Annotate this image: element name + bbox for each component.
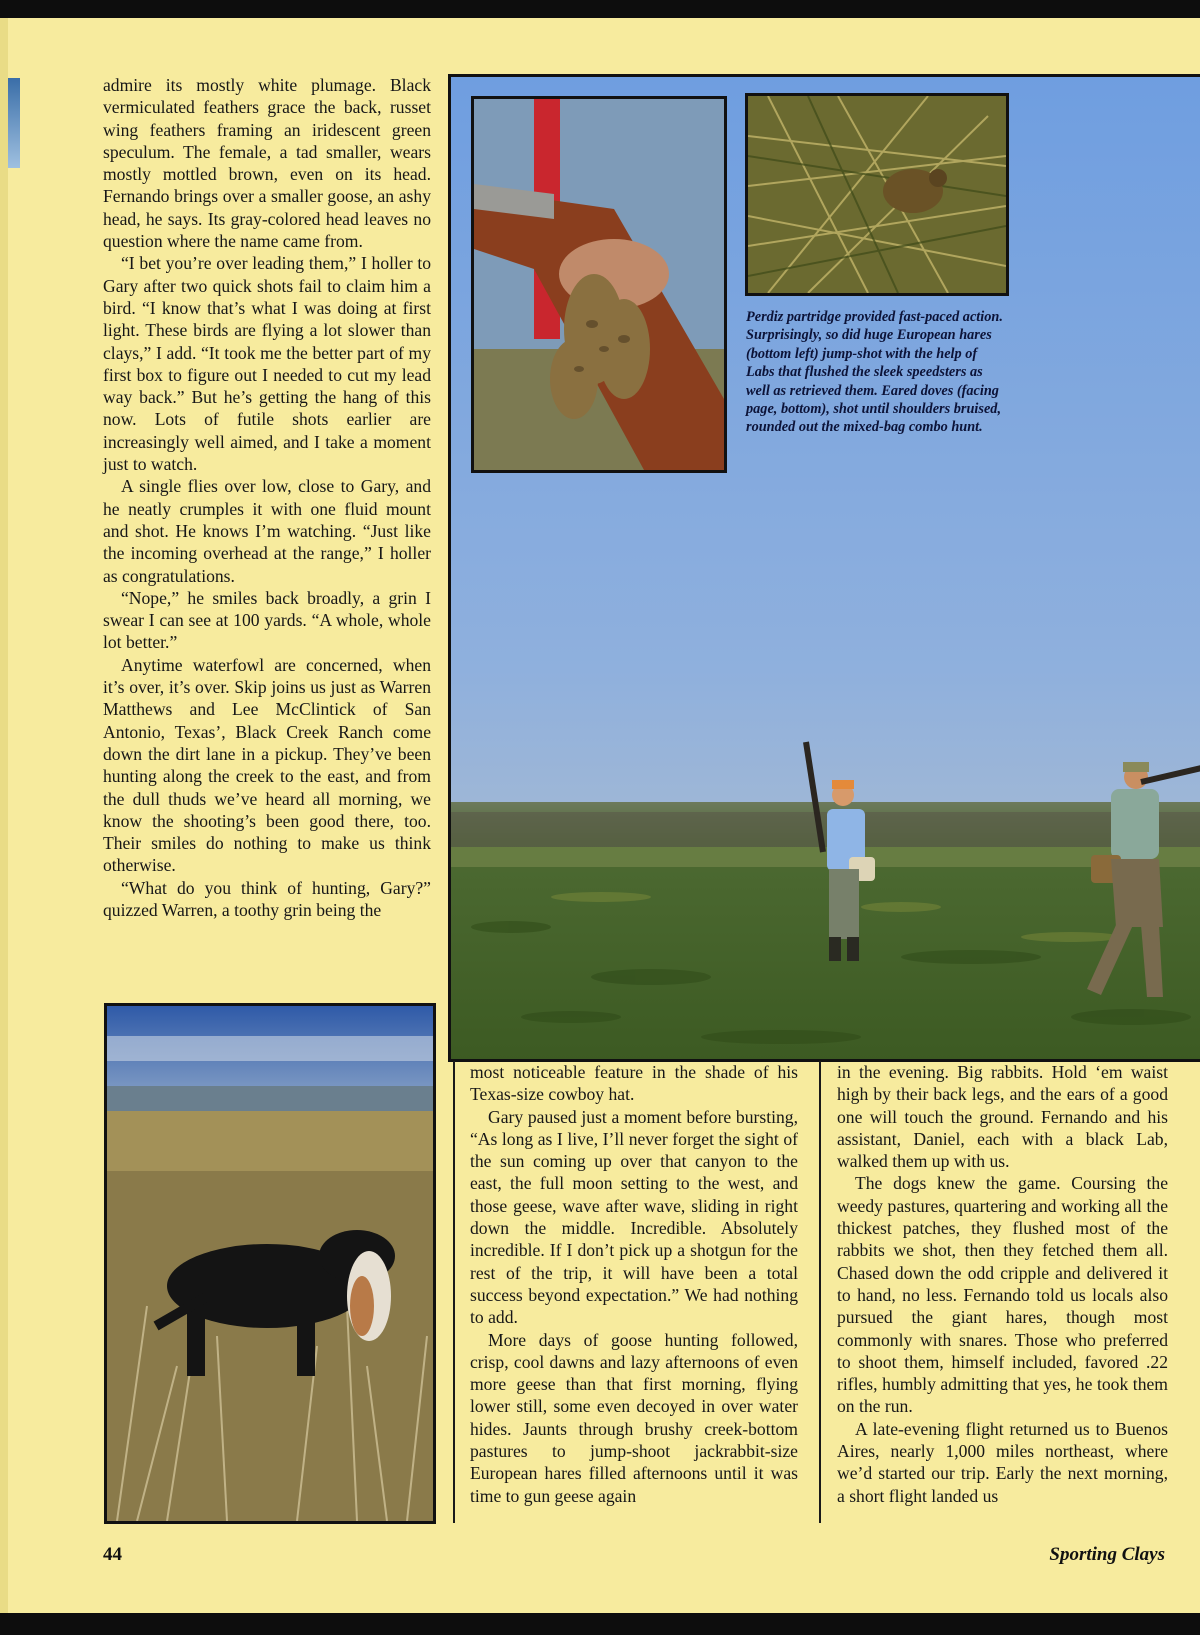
paragraph: in the evening. Big rabbits. Hold ‘em waist high by their back legs, and the ears of a good one will touch the ground. Fernando and his assistant, Daniel, each with a black Lab, walked them up with us. bbox=[837, 1062, 1168, 1172]
text-column-3 bbox=[837, 1061, 1168, 1507]
magazine-name: Sporting Clays bbox=[1049, 1544, 1165, 1565]
paragraph: A single flies over low, close to Gary, and he neatly crumples it with one fluid mount and shot. He knows I’m watching. “Just like the incoming overhead at the range,” I holler as congratulations. bbox=[103, 476, 431, 586]
paragraph: Anytime waterfowl are concerned, when it’s over, it’s over. Skip joins us just as Warren Matthews and Lee McClintick of San Antonio, Texas’, Black Creek Ranch come down the dirt lane in a pickup. They’ve been hunting along the creek to the east, and from the dull thuds we’ve heard all morning, we know the shooting’s been good there, too. Their smiles do nothing to make us think otherwise. bbox=[103, 654, 431, 876]
paragraph: “What do you think of hunting, Gary?” quizzed Warren, a toothy grin being the bbox=[103, 877, 431, 920]
text-column-2 bbox=[470, 1061, 798, 1507]
text-column-1 bbox=[103, 74, 431, 921]
column-rule bbox=[453, 1061, 455, 1523]
binding-edge bbox=[8, 78, 20, 168]
paragraph: most noticeable feature in the shade of his Texas-size cowboy hat. bbox=[470, 1062, 798, 1105]
paragraph: The dogs knew the game. Coursing the weedy pastures, quartering and working all the thickest patches, they flushed most of the rabbits we shot, then they fetched them all. Chased down the odd cripple and delivered it to hand, no less. Fernando told us locals also pursued the giant hares, though most commonly with snares. Those who preferred to shoot them, himself included, favored .22 rifles, humbly admitting that yes, he took them on the run. bbox=[837, 1173, 1168, 1417]
black-lab-with-hare-photo bbox=[104, 1003, 436, 1524]
photo-caption: Perdiz partridge provided fast-paced action. Surprisingly, so did huge European hares (bottom left) jump-shot with the help of Labs that flushed the sleek speedsters as well as retrieved them. Eared doves (facing page, bottom), shot until shoulders bruised, rounded out the mixed-bag combo hunt. bbox=[746, 309, 1003, 436]
paragraph: “Nope,” he smiles back broadly, a grin I swear I can see at 100 yards. “A whole, whole lot better.” bbox=[103, 587, 431, 653]
page-number: 44 bbox=[103, 1544, 122, 1565]
partridge-in-hand-photo bbox=[471, 96, 727, 473]
paragraph: More days of goose hunting followed, crisp, cool dawns and lazy afternoons of even more geese than that first morning, flying lower still, some even decoyed in over water hides. Jaunts through brushy creek-bottom pastures to jump-shoot jackrabbit-size European hares filled afternoons until it was time to gun geese again bbox=[470, 1329, 798, 1506]
column-rule bbox=[819, 1061, 821, 1523]
paragraph: Gary paused just a moment before bursting, “As long as I live, I’ll never forget the sight of the sun coming up over that canyon to the east, the full moon setting to the west, and those geese, wave after wave, sliding in right down the middle. Incredible. Absolutely incredible. If I don’t pick up a shotgun for the rest of the trip, it will have been a total success beyond expectation.” We had nothing to add. bbox=[470, 1106, 798, 1328]
paragraph: admire its mostly white plumage. Black vermiculated feathers grace the back, russet wing feathers framing an iridescent green speculum. The female, a tad smaller, wears mostly mottled brown, even on its head. Fernando brings over a smaller goose, an ashy head, he says. Its gray-colored head leaves no question where the name came from. bbox=[103, 75, 431, 252]
magazine-page bbox=[0, 18, 1200, 1613]
paragraph: A late-evening flight returned us to Buenos Aires, nearly 1,000 miles northeast, where we’d started our trip. Early the next morning, a short flight landed us bbox=[837, 1418, 1168, 1506]
partridge-in-grass-photo bbox=[745, 93, 1009, 296]
paragraph: “I bet you’re over leading them,” I holler to Gary after two quick shots fail to claim him a bird. “I know that’s what I was doing at first light. These birds are flying a lot slower than clays,” I add. “It took me the better part of my first box to figure out I needed to cut my lead way back.” But he’s getting the hang of this now. Lots of futile shots earlier are increasingly well aimed, and I take a moment just to watch. bbox=[103, 253, 431, 475]
